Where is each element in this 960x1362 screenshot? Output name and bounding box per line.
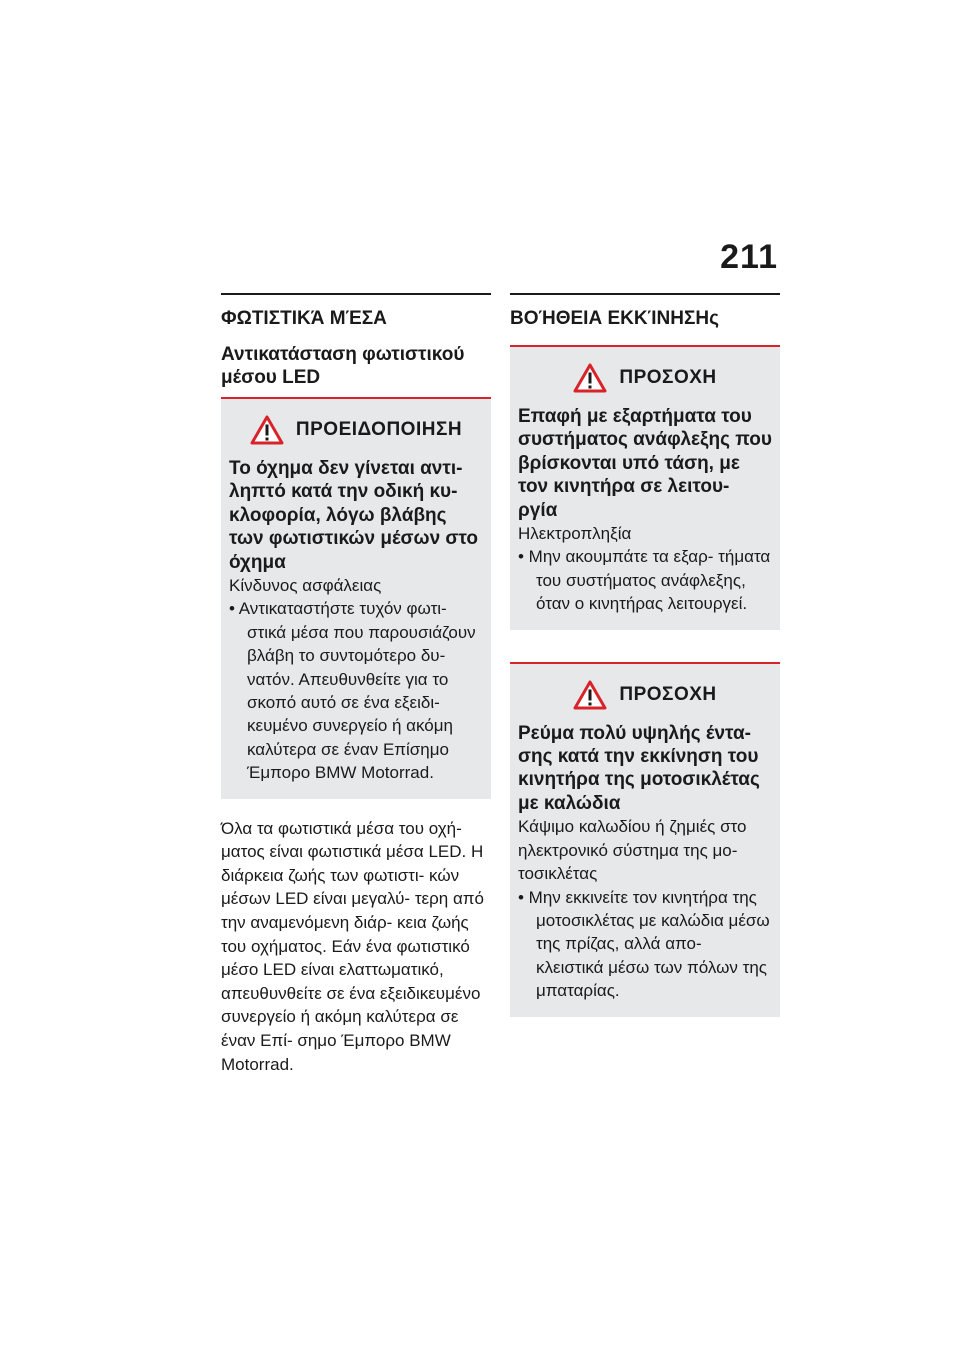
section-title-jump-start: ΒΟΉΘΕΙΑ ΕΚΚΊΝΗΣΗς [510, 293, 780, 331]
led-info-paragraph: Όλα τα φωτιστικά μέσα του οχή- ματος είναι φωτιστικά μέσα LED. Η διάρκεια ζωής των φωτιστι- κών μέσων LED είναι μεγαλύ- τερη από την αναμενόμενη διάρ- κεια ζωής του οχήματος. Εάν ένα φωτιστικό μέσο LED είναι ελαττωματικό, απευθυνθείτε σε ένα εξειδικευμένο συνεργείο ή ακόμη καλύτερα σε έναν Επί- σημο Έμπορο BMW Motorrad. [221, 818, 484, 1074]
right-column [510, 293, 780, 1017]
sub-title-led-replacement: Αντικατάσταση φωτιστικού μέσου LED [221, 344, 465, 388]
caution-header [518, 680, 772, 710]
left-column [221, 293, 491, 1076]
warning-title: Το όχημα δεν γίνεται αντι- ληπτό κατά την οδική κυ- κλοφορία, λόγω βλάβης των φωτιστικών μέσων στο όχημα [229, 458, 478, 573]
warning-label: ΠΡΟΕΙΔΟΠΟΙΗΣΗ [295, 419, 463, 440]
warning-hazard: Κίνδυνος ασφάλειας [229, 576, 382, 596]
warning-action: • Αντικαταστήστε τυχόν φωτι- στικά μέσα που παρουσιάζουν βλάβη το συντομότερο δυ- νατόν. Απευθυνθείτε για το σκοπό αυτό σε ένα εξειδι- κευμένο συνεργείο ή ακόμη καλύτερα σε έναν Επίσημο Έμπορο BMW Motorrad. [229, 599, 476, 783]
caution-action: • Μην ακουμπάτε τα εξαρ- τήματα του συστήματος ανάφλεξης, όταν ο κινητήρας λειτουργεί. [518, 547, 771, 614]
warning-header [229, 415, 483, 445]
caution-label: ΠΡΟΣΟΧΗ [619, 367, 717, 388]
caution-label: ΠΡΟΣΟΧΗ [619, 683, 717, 705]
caution-hazard: Ηλεκτροπληξία [518, 524, 632, 544]
caution-triangle-icon [573, 680, 607, 710]
caution-triangle-icon [573, 363, 607, 393]
page-number: 211 [720, 238, 778, 276]
caution-box-jump-start [510, 662, 780, 1017]
caution-title: Ρεύμα πολύ υψηλής έντα- σης κατά την εκκίνηση του κινητήρα της μοτοσικλέτας με καλώδια [518, 722, 760, 814]
caution-title: Επαφή με εξαρτήματα του συστήματος ανάφλεξης που βρίσκονται υπό τάση, με τον κινητήρα σε λειτου- ργία [518, 406, 772, 521]
caution-hazard: Κάψιμο καλωδίου ή ζημιές στο ηλεκτρονικό σύστημα της μο- τοσικλέτας [518, 817, 747, 884]
caution-box-ignition [510, 345, 780, 630]
warning-box [221, 397, 491, 799]
warning-triangle-icon [250, 415, 284, 445]
caution-header [518, 363, 772, 393]
caution-action: • Μην εκκινείτε τον κινητήρα της μοτοσικλέτας με καλώδια μέσω της πρίζας, αλλά απο- κλειστικά μέσω των πόλων της μπαταρίας. [518, 887, 770, 1001]
section-title-lighting: ΦΩΤΙΣΤΙΚΆ ΜΈΣΑ [221, 293, 491, 331]
